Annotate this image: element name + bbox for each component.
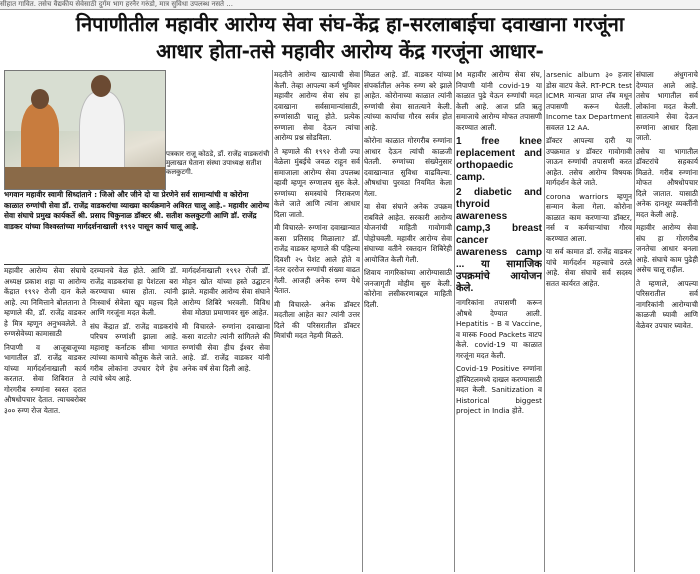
column-divider — [272, 70, 273, 572]
paragraph: तसेच या भागातील डॉक्टरांचे सहकार्य मिळते. गरीब रुग्णांना मोफत औषधोपचार दिले जातात. यासाठी अनेक दानशूर व्यक्तींनी मदत केली आहे. — [636, 146, 698, 219]
paragraph: निपाणी व आजूबाजूच्या भागातील डॉ. राजेंद्र वाडकर यांच्या मार्गदर्शनाखाली कार्य करतात. सेवा शिबिरात ते गोरगरीब रुग्णांना स्वस्त दरात औषधोपचार देतात. त्याचबरोबर ३०० रुग्ण रोज येतात. — [4, 342, 86, 415]
paragraph: मी विचारले- अनेक डॉक्टर मदतीला आहेत का? त्यांनी उत्तर दिले की परिसरातील डॉक्टर मित्रांची मदत नेहमी मिळते. — [274, 299, 360, 340]
paragraph: दरम्यानचे वेळ होते. आणि डॉ. राजेंद्र वाडकरांचा हा पेशंटला बरा करण्याचा ध्यास होता. त्यांनी निःस्वार्थ सेवेला खूप महत्त्व दिले आणि गरजूंना मदत केली. — [90, 266, 178, 317]
paragraph: कोरोना काळात गोरगरीब रुग्णांना आधार देऊन त्यांची काळजी घेतली. रुग्णांच्या संख्येनुसार दवाखान्यात सुविधा वाढविल्या. औषधांचा पुरवठा नियमित केला गेला. — [364, 136, 452, 198]
paragraph: संघ केंद्रात डॉ. राजेंद्र वाडकरांचे परिचय रुग्णांशी झाला आहे. महाराष्ट्र कर्नाटक सीमा भागात त्यांच्या कामाचे कौतुक केले जाते. गरीब लोकांना उपचार देणे हेच त्यांचे ध्येय आहे. — [90, 321, 178, 383]
article-column-2 — [90, 266, 178, 572]
intro-paragraph: भगवान महावीर स्वामी सिध्दांताने : जिओ और जीने दो या प्रेरणेने सर्व सामान्यांची व कोरोना काळात रुग्णांची सेवा डॉ. राजेंद्र वाडकरांचा व्याख्या कार्यक्रमाने अविरत चालू आहे.- महावीर आरोग्य सेवा संघाचे प्रमुख कार्यकर्ते श्री. प्रसाद चिकुनाळ डॉक्टर श्री. सतीश कलकुटगी आणि डॉ. राजेंद्र वाडकर यांच्या विश्वस्तांच्या मार्गदर्शनाखाली १९९२ पासून कार्य चालू आहे. — [4, 190, 270, 265]
photo-caption: पत्रकार राजू कोठडे, डॉ. राजेंद्र वाडकरांची मुलाखत घेताना संस्था उपाध्यक्ष सतीश कलकुटगी. — [166, 150, 270, 176]
article-column-4 — [274, 70, 360, 572]
column-divider — [454, 70, 455, 572]
paragraph: arsenic album ३० हजार डोस वाटप केले. RT-PCR test ICMR मान्यता प्राप्त लॅब मधून तपासणी करून घेतली. Income tax Department सवलत 12 AA. — [546, 70, 632, 132]
paragraph: मदतीने आरोग्य खात्याची सेवा केली. तेव्हा आपल्या कर्म भूमिवर महावीर आरोग्य सेवा संघ हा दवाखाना सर्वसामान्यांसाठी, रुग्णांसाठी चालू होते. प्रत्येक रुग्णाला सेवा देऊन त्यांचा आरोग्य प्रश्न सोडविला. — [274, 70, 360, 142]
paragraph-english: 1 free knee replacement and orthopaedic camp. — [456, 136, 542, 183]
paragraph: या सेवा संघाने अनेक उपक्रम राबविले आहेत. सरकारी आरोग्य योजनांची माहिती गावोगावी पोहोचवली. महावीर आरोग्य सेवा संघाच्या वतीने रक्तदान शिबिरेही आयोजित केली गेली. — [364, 202, 452, 264]
paragraph: ते म्हणाले की १९९२ रोजी ज्या वेळेला मुंबईचे जवळ राहून सर्व समाजाला आरोग्य सेवा उपलब्ध व्हावी म्हणून रुग्णालय सुरु केले. रुग्णांच्या समस्यांचे निराकरण केले जाते आणि त्यांना आधार दिला जातो. — [274, 146, 360, 219]
paragraph: महावीर आरोग्य सेवा संघ हा गोरगरीब जनतेचा आधार बनला आहे. संघाचे काम पुढेही असेच चालू राहील. — [636, 223, 698, 274]
paragraph: महावीर आरोग्य सेवा संघाचे अध्यक्ष प्रकाश शहा या आरोग्य केंद्रात १९९२ रोजी दान केले आहे. त्या निमित्ताने बोलताना ते म्हणाले की, डॉ. राजेंद्र वाडकर हे मित्र म्हणून अनुभवलेले. ते रुग्णसेवेच्या कामासाठी — [4, 266, 86, 338]
news-photo — [4, 70, 166, 190]
article-column-8 — [636, 70, 698, 572]
paragraph: डॉक्टर आपल्या दारी या उपक्रमात ४ डॉक्टर गावोगावी जाऊन रुग्णांची तपासणी करत आहेत. तसेच आरोग्य विषयक मार्गदर्शन केले जाते. — [546, 136, 632, 187]
paragraph-english: 2 diabetic and thyroid awareness camp,3 breast cancer awareness camp ... या सामाजिक उपक्रमांचे आयोजन केले. — [456, 187, 542, 294]
paragraph: M महावीर आरोग्य सेवा संघ, निपाणी यांनी covid-19 या काळात पुढे येऊन रुग्णांची मदत केली आहे. आज प्रति ऋतू समाजाचे आरोग्य मोफत तपासणी करण्यात आली. — [456, 70, 542, 132]
paragraph: ते म्हणाले, आपल्या परिसरातील सर्व नागरिकांनी आरोग्याची काळजी घ्यावी आणि वेळेवर उपचार घ्यावेत. — [636, 278, 698, 330]
headline-line-1: निपाणीतील महावीर आरोग्य सेवा संघ-केंद्र हा-सरलाबाईचा दवाखाना गरजूंना — [75, 12, 625, 36]
article-column-5 — [364, 70, 452, 572]
top-strip: सीहात गावित. तसेच वैद्यकीय सेवेसाठी दुर्गम भाग हरनैर गरुंडो, मात्र सुविधा उपलब्ध नसते ... — [0, 0, 700, 10]
article-column-6 — [456, 70, 542, 572]
paragraph: शिवाय नागरिकांच्या आरोग्यासाठी जनजागृती मोहीम सुरु केली. कोरोना लसीकरणाबद्दल माहिती दिली. — [364, 268, 452, 309]
paragraph: या सर्व कामात डॉ. राजेंद्र वाडकर यांचे मार्गदर्शन महत्त्वाचे ठरले आहे. सेवा संघाचे सर्व सदस्य सतत कार्यरत आहेत. — [546, 247, 632, 288]
paragraph: Covid-19 Positive रुग्णांना हॉस्पिटलमध्ये दाखल करण्यासाठी मदत केली. Sanitization व Historical biggest project in India होते. — [456, 364, 542, 415]
paragraph: मिळत आहे. डॉ. वाडकर यांच्या संपर्कातील अनेक रुग्ण बरे झाले आहेत. कोरोनाच्या काळात त्यांनी रुग्णांची सेवा सातत्याने केली. त्यांच्या कार्याचा गौरव सर्वत्र होत आहे. — [364, 70, 452, 132]
paragraph: संघाला अंधुगनाचे देण्यात आले आहे. तसेच भागातील सर्व लोकांना मदत केली. सातत्याने सेवा देऊन रुग्णांना आधार दिला जातो. — [636, 70, 698, 142]
paragraph: नागरिकांना तपासणी करून औषधे देण्यात आली. Hepatitis - B व Vaccine, व मास्क Food Packets वाटप केले. covid-19 या काळात गरजूंना मदत केली. — [456, 298, 542, 360]
headline — [0, 10, 700, 66]
column-divider — [544, 70, 545, 572]
paragraph: मार्गदर्शनाखाली १९९२ रोजी डॉ. मोहन खोत यांच्या हस्ते उद्घाटन झाले. महावीर आरोग्य सेवा संघाने आरोग्य शिबिरे भरवली. विविध सेवा मोठ्या प्रमाणावर सुरु आहेत. — [182, 266, 270, 317]
article-column-7 — [546, 70, 632, 572]
headline-line-2: आधार होता-तसे महावीर आरोग्य केंद्र गरजूंना आधार- — [156, 39, 544, 63]
paragraph: मी विचारले- रुग्णांना दवाखान्यात कसा प्रतिसाद मिळाला? डॉ. राजेंद्र वाडकर म्हणाले की पहिल्या दिवशी २५ पेशंट आले होते व नंतर दररोज रुग्णांची संख्या वाढत गेली. आजही अनेक रुग्ण येथे येतात. — [274, 223, 360, 295]
paragraph: मी विचारले- रुग्णांना दवाखाना कसा वाटतो? त्यांनी सांगितले की रुग्णांची सेवा हीच ईश्वर सेवा आहे. डॉ. राजेंद्र वाडकर यांनी अनेक वर्ष सेवा दिली आहे. — [182, 321, 270, 373]
article-column-3 — [182, 266, 270, 572]
column-divider — [634, 70, 635, 572]
column-divider — [362, 70, 363, 572]
article-column-1 — [4, 266, 86, 572]
paragraph: corona warriors म्हणून सन्मान केला गेला. कोरोना काळात काम करणाऱ्या डॉक्टर, नर्स व कर्मचाऱ्यांचा गौरव करण्यात आला. — [546, 191, 632, 243]
